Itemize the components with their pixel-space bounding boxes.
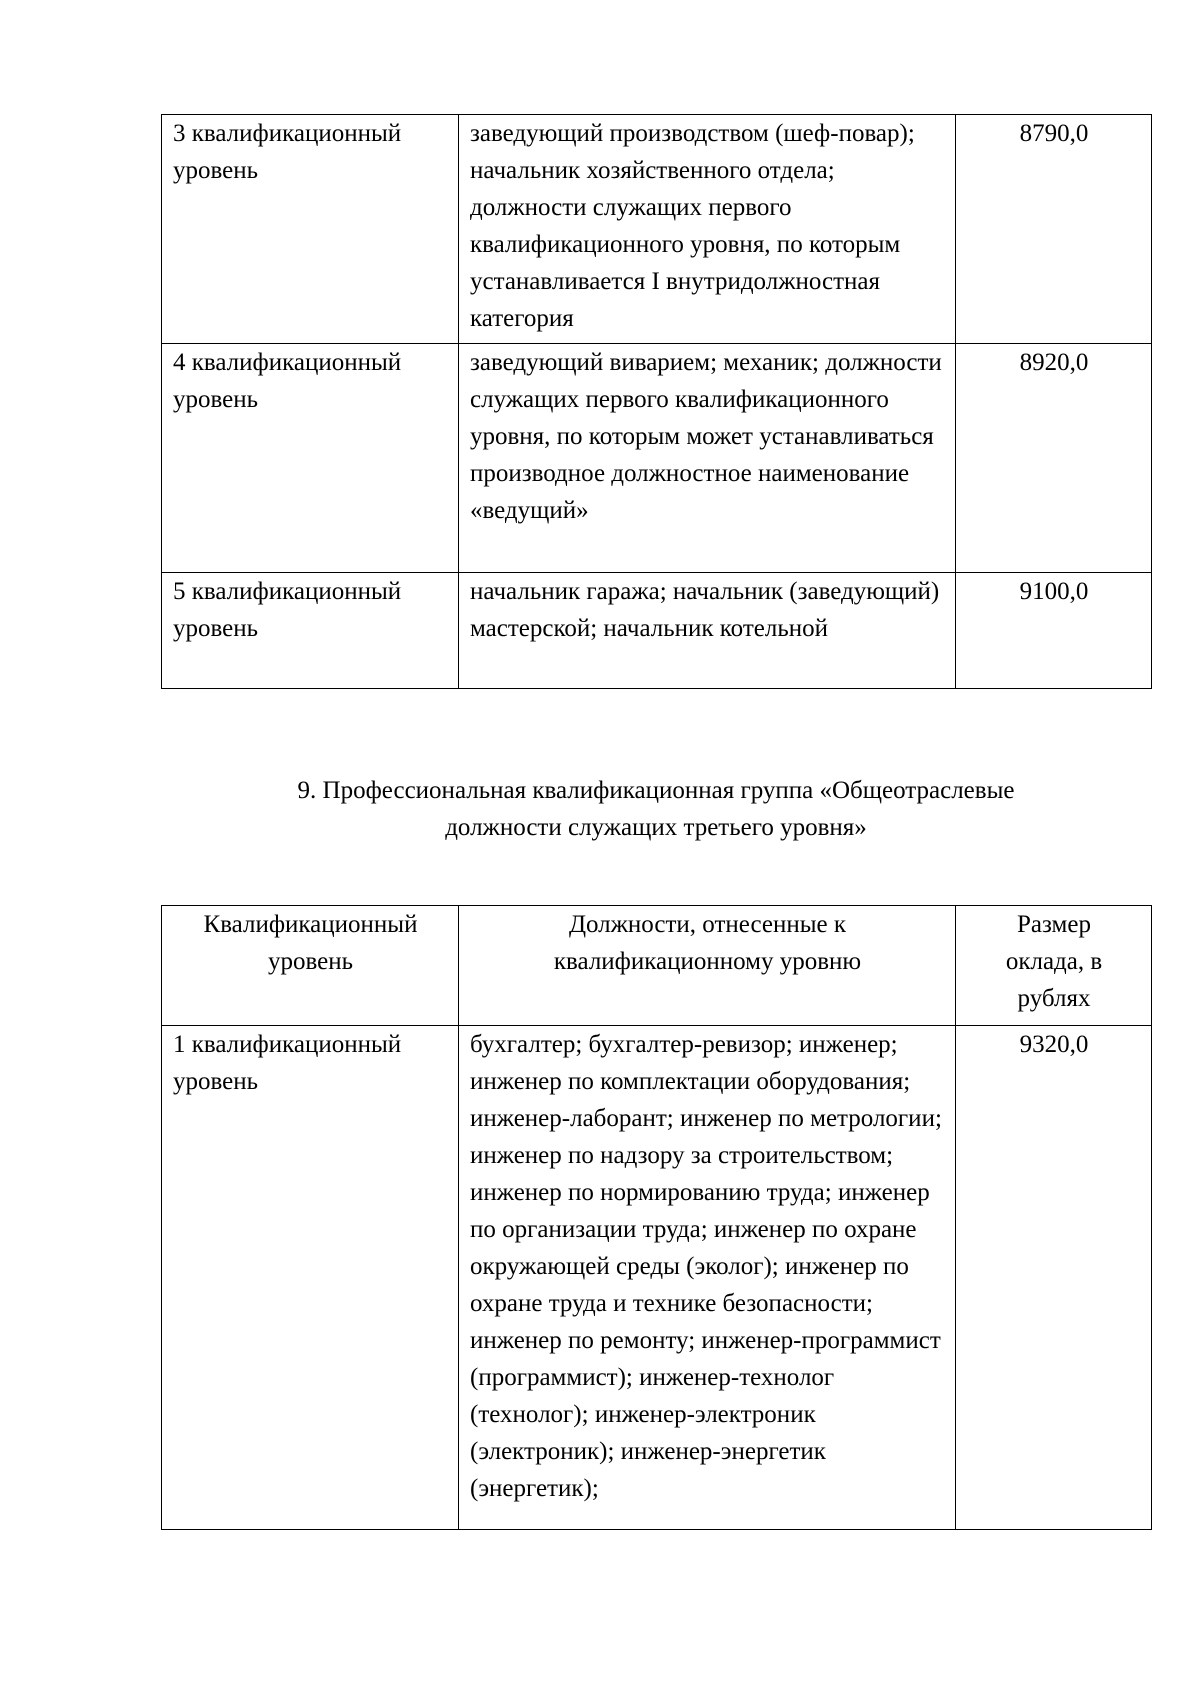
table-row (162, 1026, 1152, 1530)
table-row (162, 573, 1152, 689)
section-heading (161, 772, 1151, 846)
level-cell (162, 115, 459, 344)
salary-table-top (161, 114, 1152, 689)
positions-cell (459, 1026, 956, 1530)
header-salary-cell (956, 906, 1152, 1026)
table-row (162, 115, 1152, 344)
header-level: Квалификационный уровень (203, 911, 418, 975)
section-heading-line-2: должности служащих третьего уровня» (445, 814, 867, 841)
level-text: 3 квалификационный уровень (173, 120, 402, 184)
level-cell (162, 573, 459, 689)
positions-text: заведующий производством (шеф-повар); начальник хозяйственного отдела; должности служащих первого квалификационного уровня, по которым устанавливается I внутридолжностная категория (470, 120, 915, 332)
salary-text: 9100,0 (1019, 578, 1089, 605)
salary-table-bottom (161, 905, 1152, 1530)
positions-text: бухгалтер; бухгалтер-ревизор; инженер; инженер по комплектации оборудования; инженер-лаборант; инженер по метрологии; инженер по надзору за строительством; инженер по нормированию труда; инженер по организации труда; инженер по охране окружающей среды (эколог); инженер по охране труда и технике безопасности; инженер по ремонту; инженер-программист (программист); инженер-технолог (технолог); инженер-электроник (электроник); инженер-энергетик (энергетик); (470, 1031, 942, 1502)
level-cell (162, 1026, 459, 1530)
header-positions: Должности, отнесенные к квалификационному уровню (553, 911, 862, 975)
salary-text: 9320,0 (1019, 1031, 1089, 1058)
header-positions-cell (459, 906, 956, 1026)
level-cell (162, 344, 459, 573)
table-header-row (162, 906, 1152, 1026)
level-text: 4 квалификационный уровень (173, 349, 402, 413)
level-text: 5 квалификационный уровень (173, 578, 402, 642)
salary-text: 8790,0 (1019, 120, 1089, 147)
positions-cell (459, 573, 956, 689)
salary-cell (956, 344, 1152, 573)
salary-cell (956, 1026, 1152, 1530)
positions-text: начальник гаража; начальник (заведующий) мастерской; начальник котельной (470, 578, 940, 642)
salary-cell (956, 573, 1152, 689)
positions-cell (459, 115, 956, 344)
header-level-cell (162, 906, 459, 1026)
table-row (162, 344, 1152, 573)
header-salary: Размер оклада, в рублях (1005, 911, 1103, 1012)
salary-text: 8920,0 (1019, 349, 1089, 376)
salary-cell (956, 115, 1152, 344)
level-text: 1 квалификационный уровень (173, 1031, 402, 1095)
positions-text: заведующий виварием; механик; должности служащих первого квалификационного уровня, по которым может устанавливаться производное должностное наименование «ведущий» (470, 349, 942, 524)
section-heading-line-1: 9. Профессиональная квалификационная группа «Общеотраслевые (297, 777, 1015, 804)
positions-cell (459, 344, 956, 573)
